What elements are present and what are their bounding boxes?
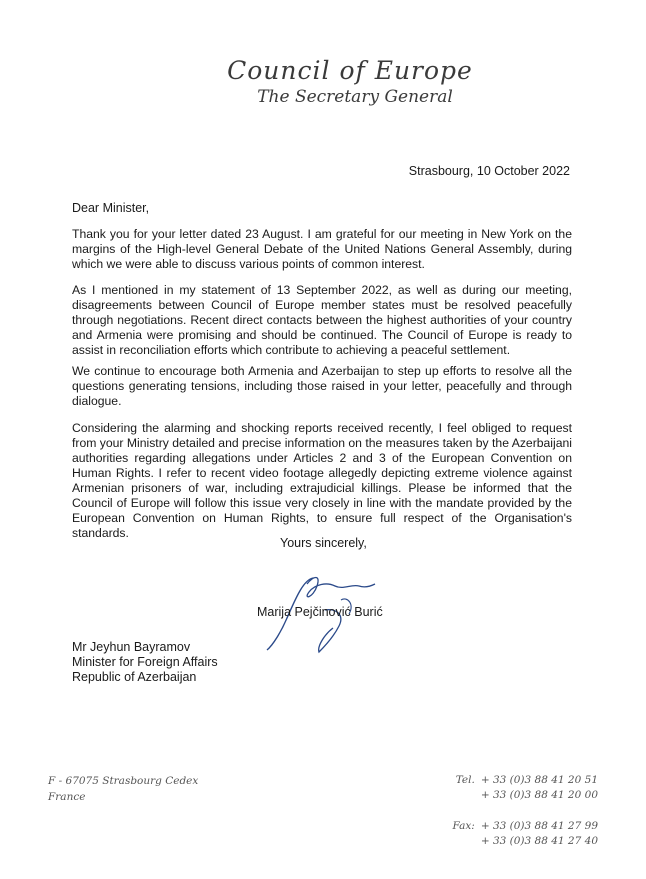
tel-number-1: + 33 (0)3 88 41 20 51 <box>480 774 598 786</box>
footer-contacts <box>453 773 598 849</box>
fax-label: Fax: <box>452 820 475 832</box>
closing: Yours sincerely, <box>280 536 367 550</box>
footer-address <box>48 773 198 805</box>
salutation: Dear Minister, <box>72 201 150 215</box>
fax-number-2: + 33 (0)3 88 41 27 40 <box>480 835 598 847</box>
footer-telephone <box>453 773 598 803</box>
recipient-country: Republic of Azerbaijan <box>72 670 197 684</box>
signatory-name: Marija Pejčinović Burić <box>257 605 383 619</box>
fax-number-1: + 33 (0)3 88 41 27 99 <box>480 820 598 832</box>
footer-fax <box>453 819 598 849</box>
recipient-name: Mr Jeyhun Bayramov <box>72 640 191 654</box>
letter-date: Strasbourg, 10 October 2022 <box>408 164 570 178</box>
letterhead-organization: Council of Europe <box>227 56 473 85</box>
tel-label: Tel. <box>455 774 475 786</box>
footer-address-line1: F - 67075 Strasbourg Cedex <box>48 775 199 787</box>
body-paragraph-4: Considering the alarming and shocking reports received recently, I feel obliged to request from your Ministry detailed and precise information on the measures taken by the Azerbaijani authorities regarding allegations under Articles 2 and 3 of the European Convention on Human Rights. I refer to recent video footage allegedly depicting extreme violence against Armenian prisoners of war, including extrajudicial killings. Please be informed that the Council of Europe will follow this issue very closely in line with the mandate provided by the European Convention on Human Rights, to ensure full respect of the Organisation's standards. <box>72 421 572 540</box>
letterhead-office: The Secretary General <box>257 87 453 107</box>
body-paragraph-2: As I mentioned in my statement of 13 September 2022, as well as during our meeting, disagreements between Council of Europe member states must be resolved peacefully through negotiations. Recent direct contacts between the highest authorities of your country and Armenia were promising and should be continued. The Council of Europe is ready to assist in reconciliation efforts which contribute to achieving a peaceful settlement. <box>72 283 572 357</box>
body-paragraph-3: We continue to encourage both Armenia and Azerbaijan to step up efforts to resolve all the questions generating tensions, including those raised in your letter, peacefully and through dialogue. <box>72 364 572 408</box>
footer-address-line2: France <box>48 791 86 803</box>
tel-number-2: + 33 (0)3 88 41 20 00 <box>480 789 598 801</box>
recipient-title: Minister for Foreign Affairs <box>72 655 218 669</box>
body-paragraph-1: Thank you for your letter dated 23 August. I am grateful for our meeting in New York on the margins of the High-level General Debate of the United Nations General Assembly, during which we were able to discuss various points of common interest. <box>72 227 572 271</box>
letterhead <box>150 56 490 107</box>
recipient-block <box>72 640 218 685</box>
